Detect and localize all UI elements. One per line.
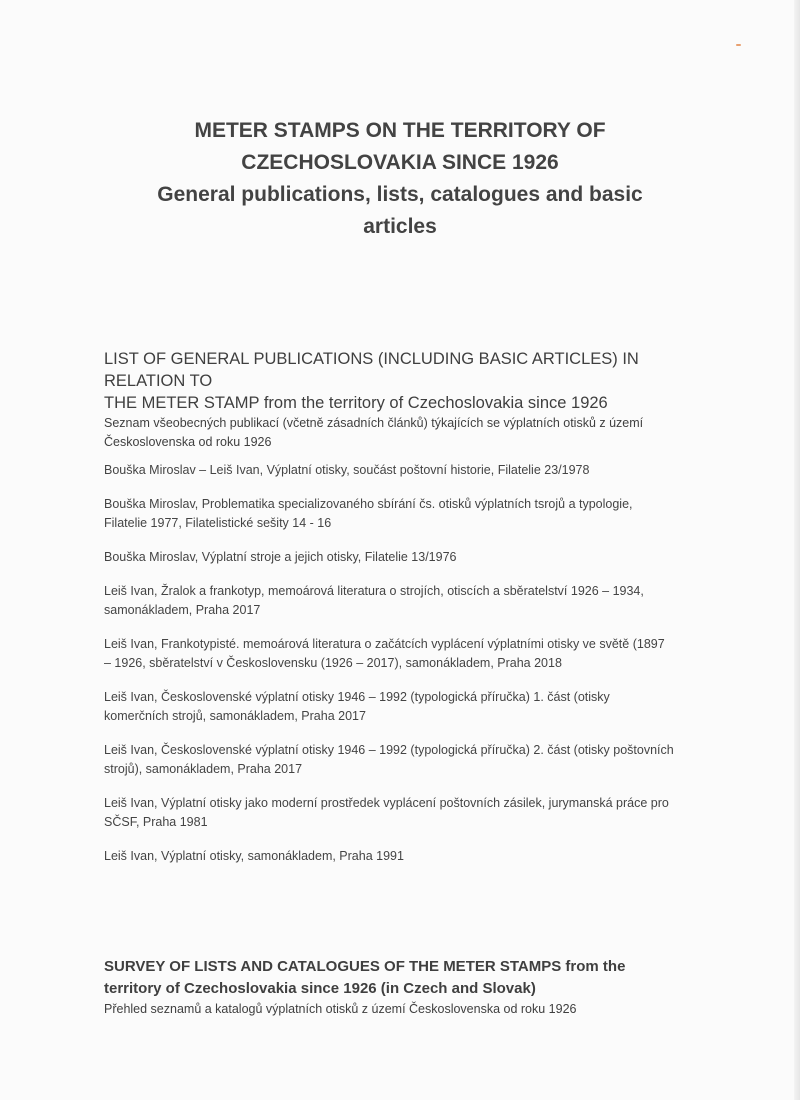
publication-entry bbox=[104, 688, 704, 726]
section-subtitle bbox=[104, 414, 704, 452]
section-heading bbox=[104, 348, 704, 414]
document-title bbox=[100, 115, 700, 243]
section-subtitle-line: Seznam všeobecných publikací (včetně zásadních článků) týkajících se výplatních otisků z území bbox=[104, 416, 644, 430]
subtitle-line: General publications, lists, catalogues and basic bbox=[157, 183, 643, 206]
catalogues-section bbox=[104, 956, 704, 1019]
publication-list bbox=[104, 461, 704, 881]
entry-line: Leiš Ivan, Výplatní otisky, samonákladem, Praha 1991 bbox=[104, 849, 404, 863]
entry-line: SČSF, Praha 1981 bbox=[104, 815, 208, 829]
publication-entry bbox=[104, 741, 704, 779]
entry-line: Leiš Ivan, Československé výplatní otisky 1946 – 1992 (typologická příručka) 2. část (otisky poštovních bbox=[104, 743, 674, 757]
publication-entry bbox=[104, 582, 704, 620]
section-subtitle: Přehled seznamů a katalogů výplatních otisků z území Československa od roku 1926 bbox=[104, 1002, 577, 1016]
section-heading-line: SURVEY OF LISTS AND CATALOGUES OF THE METER STAMPS from the bbox=[104, 958, 626, 975]
title-line: METER STAMPS ON THE TERRITORY OF bbox=[194, 119, 606, 142]
section-heading-line: THE METER STAMP from the territory of Czechoslovakia since 1926 bbox=[104, 394, 608, 412]
scan-speck bbox=[736, 44, 741, 46]
entry-line: samonákladem, Praha 2017 bbox=[104, 603, 261, 617]
section-heading-line: territory of Czechoslovakia since 1926 (in Czech and Slovak) bbox=[104, 980, 536, 997]
title-line: CZECHOSLOVAKIA SINCE 1926 bbox=[241, 151, 559, 174]
publication-entry bbox=[104, 495, 704, 533]
section-heading bbox=[104, 956, 704, 1000]
subtitle-line: articles bbox=[363, 215, 437, 238]
publication-entry bbox=[104, 794, 704, 832]
general-publications-section bbox=[104, 348, 704, 452]
entry-line: Bouška Miroslav – Leiš Ivan, Výplatní otisky, součást poštovní historie, Filatelie 23/1978 bbox=[104, 463, 590, 477]
entry-line: Leiš Ivan, Frankotypisté. memoárová literatura o začátcích vyplácení výplatními otisky ve světě (1897 bbox=[104, 637, 665, 651]
entry-line: – 1926, sběratelství v Československu (1926 – 2017), samonákladem, Praha 2018 bbox=[104, 656, 562, 670]
section-heading-line: LIST OF GENERAL PUBLICATIONS (INCLUDING BASIC ARTICLES) IN RELATION TO bbox=[104, 350, 639, 390]
page-edge bbox=[794, 0, 800, 1100]
entry-line: strojů), samonákladem, Praha 2017 bbox=[104, 762, 303, 776]
entry-line: Leiš Ivan, Žralok a frankotyp, memoárová literatura o strojích, otiscích a sběratelství 1926 – 1934, bbox=[104, 584, 644, 598]
entry-line: Filatelie 1977, Filatelistické sešity 14 - 16 bbox=[104, 516, 332, 530]
entry-line: Leiš Ivan, Československé výplatní otisky 1946 – 1992 (typologická příručka) 1. část (otisky bbox=[104, 690, 610, 704]
entry-line: Bouška Miroslav, Výplatní stroje a jejich otisky, Filatelie 13/1976 bbox=[104, 550, 457, 564]
entry-line: Leiš Ivan, Výplatní otisky jako moderní prostředek vyplácení poštovních zásilek, jurymanská práce pro bbox=[104, 796, 669, 810]
publication-entry bbox=[104, 847, 704, 866]
entry-line: Bouška Miroslav, Problematika specializovaného sbírání čs. otisků výplatních tsrojů a typologie, bbox=[104, 497, 633, 511]
publication-entry bbox=[104, 461, 704, 480]
publication-entry bbox=[104, 548, 704, 567]
section-subtitle-line: Československa od roku 1926 bbox=[104, 435, 272, 449]
publication-entry bbox=[104, 635, 704, 673]
entry-line: komerčních strojů, samonákladem, Praha 2017 bbox=[104, 709, 366, 723]
